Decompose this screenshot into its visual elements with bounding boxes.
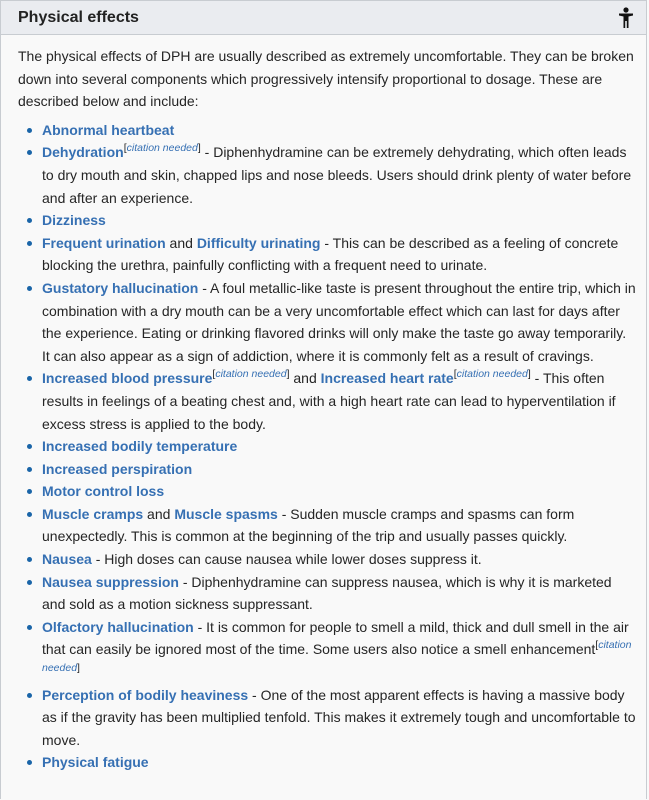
effect-description: - A foul metallic-like taste is present throughout the entire trip, which in combination with a dry mouth can be a very uncomfortable effect which can last for days after the experience. Eating or drinking flavored drinks will only make the taste go away temporarily. It can also appear as a sign of addiction, where it is commonly felt as a result of cravings.: [42, 279, 636, 364]
effect-link-increased-perspiration[interactable]: Increased perspiration: [42, 460, 193, 477]
section-content: [1, 35, 646, 774]
effect-link-nausea[interactable]: Nausea: [42, 551, 92, 568]
citation-needed-link[interactable]: citation needed: [42, 639, 632, 675]
list-item: [26, 548, 636, 571]
citation-needed: [citation needed]: [212, 368, 290, 381]
effect-link-physical-fatigue[interactable]: Physical fatigue: [42, 754, 149, 771]
effect-description: - Diphenhydramine can suppress nausea, which is why it is marketed and sold as a motion sickness suppressant.: [42, 573, 612, 613]
list-item: [26, 141, 636, 209]
effect-link-frequent-urination[interactable]: Frequent urination: [42, 234, 166, 251]
section-title: Physical effects: [18, 8, 139, 26]
effect-link-dehydration[interactable]: Dehydration: [42, 144, 124, 161]
section-header: [1, 1, 646, 35]
citation-needed: [citation needed]: [123, 142, 201, 155]
list-item: [26, 684, 636, 752]
list-item: [26, 503, 636, 548]
effect-link-increased-bodily-temperature[interactable]: Increased bodily temperature: [42, 438, 238, 455]
list-item: [26, 480, 636, 503]
citation-needed-link[interactable]: citation needed: [456, 368, 528, 381]
effect-link-olfactory-hallucination[interactable]: Olfactory hallucination: [42, 618, 194, 635]
person-icon: [618, 7, 634, 29]
effect-link-increased-blood-pressure[interactable]: Increased blood pressure: [42, 370, 213, 387]
list-item: [26, 367, 636, 435]
list-item: [26, 119, 636, 142]
connector-text: and: [165, 234, 197, 251]
effect-description: - One of the most apparent effects is having a massive body as if the gravity has been multiplied tenfold. This makes it extremely tough and uncomfortable to move.: [42, 686, 636, 748]
effect-description: - Diphenhydramine can be extremely dehydrating, which often leads to dry mouth and skin, chapped lips and nose bleeds. Users should drink plenty of water before and after an experience.: [42, 144, 632, 206]
effect-link-difficulty-urinating[interactable]: Difficulty urinating: [196, 234, 321, 251]
list-item: [26, 209, 636, 232]
effect-link-gustatory-hallucination[interactable]: Gustatory hallucination: [42, 279, 199, 296]
effect-description: - Sudden muscle cramps and spasms can form unexpectedly. This is common at the beginning of the trip and usually passes quickly.: [42, 505, 575, 545]
effect-link-perception-of-bodily-heaviness[interactable]: Perception of bodily heaviness: [42, 686, 249, 703]
effect-link-dizziness[interactable]: Dizziness: [42, 212, 106, 229]
citation-needed-link[interactable]: citation needed: [126, 142, 198, 155]
citation-needed: [citation needed]: [453, 368, 531, 381]
connector-text: and: [143, 505, 175, 522]
effect-description: - This often results in feelings of a beating chest and, with a high heart rate can lead to hyperventilation if excess stress is applied to the body.: [42, 370, 616, 432]
connector-text: and: [289, 370, 321, 387]
list-item: [26, 571, 636, 616]
effect-link-motor-control-loss[interactable]: Motor control loss: [42, 483, 165, 500]
effect-description: - This can be described as a feeling of concrete blocking the urethra, painfully conflicting with a frequent need to urinate.: [42, 234, 619, 274]
list-item: [26, 232, 636, 277]
effect-link-muscle-spasms[interactable]: Muscle spasms: [174, 505, 278, 522]
effect-link-increased-heart-rate[interactable]: Increased heart rate: [320, 370, 454, 387]
citation-needed: [citation needed]: [42, 639, 632, 675]
intro-paragraph: The physical effects of DPH are usually described as extremely uncomfortable. They can be broken down into several components which progressively intensify proportional to dosage. These are described below and include:: [18, 48, 634, 110]
list-item: [26, 458, 636, 481]
list-item: [26, 277, 636, 367]
citation-needed-link[interactable]: citation needed: [215, 368, 287, 381]
list-item: [26, 435, 636, 458]
effect-link-muscle-cramps[interactable]: Muscle cramps: [42, 505, 144, 522]
effects-list: [18, 119, 636, 774]
effect-description: - It is common for people to smell a mild, thick and dull smell in the air that can easily be ignored most of the time. Some users also notice a smell enhancement: [42, 618, 629, 658]
effect-link-abnormal-heartbeat[interactable]: Abnormal heartbeat: [42, 121, 175, 138]
list-item: [26, 616, 636, 684]
effect-description: - High doses can cause nausea while lower doses suppress it.: [91, 551, 482, 568]
effect-link-nausea-suppression[interactable]: Nausea suppression: [42, 573, 179, 590]
list-item: [26, 751, 636, 774]
